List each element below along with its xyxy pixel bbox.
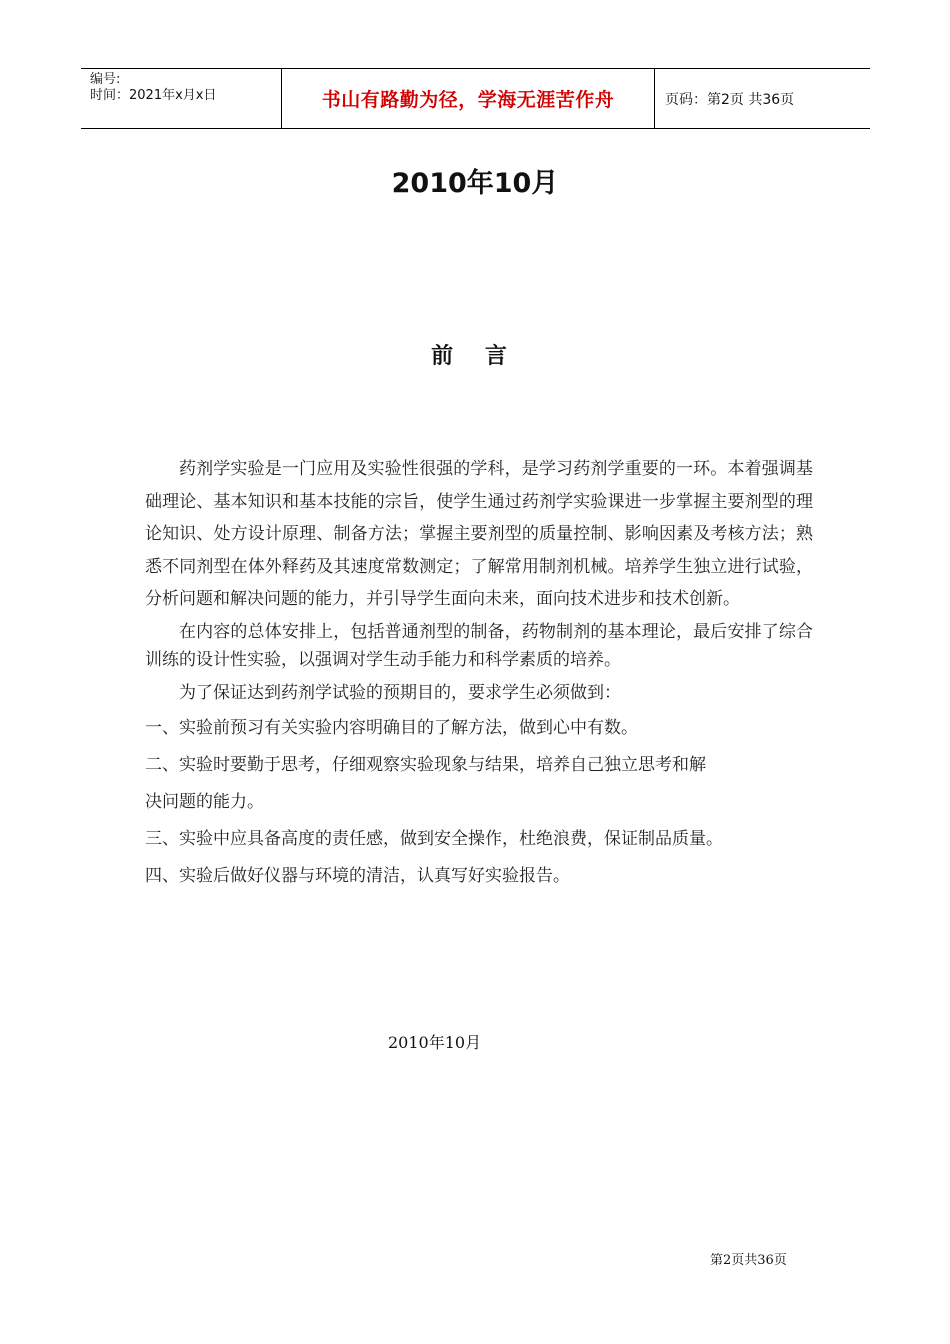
list-item: 二、实验时要勤于思考，仔细观察实验现象与结果，培养自己独立思考和解 <box>145 754 706 775</box>
page-number-footer: 第2页共36页 <box>710 1253 787 1268</box>
header-time-label: 时间：2021年x月x日 <box>90 88 217 103</box>
preface-title: 前 言 <box>431 344 519 369</box>
header-meta-cell <box>81 69 282 128</box>
header-number-label: 编号: <box>90 72 121 87</box>
list-item: 一、实验前预习有关实验内容明确目的了解方法，做到心中有数。 <box>145 717 638 738</box>
preface-paragraph: 药剂学实验是一门应用及实验性很强的学科，是学习药剂学重要的一环。本着强调基础理论、基本知识和基本技能的宗旨，使学生通过药剂学实验课进一步掌握主要剂型的理论知识、处方设计原理、制备方法；掌握主要剂型的质量控制、影响因素及考核方法；熟悉不同剂型在体外释药及其速度常数测定；了解常用制剂机械。培养学生独立进行试验，分析问题和解决问题的能力，并引导学生面向未来，面向技术进步和技术创新。 <box>145 459 813 609</box>
preface-paragraph: 在内容的总体安排上，包括普通剂型的制备，药物制剂的基本理论，最后安排了综合训练的设计性实验，以强调对学生动手能力和科学素质的培养。 <box>145 621 813 670</box>
header-motto-cell <box>282 69 655 128</box>
list-item: 三、实验中应具备高度的责任感，做到安全操作，杜绝浪费，保证制品质量。 <box>145 828 723 849</box>
header-page-label: 页码：第2页 共36页 <box>665 91 795 108</box>
document-header <box>81 68 870 129</box>
list-item: 决问题的能力。 <box>145 791 264 812</box>
list-item: 四、实验后做好仪器与环境的清洁，认真写好实验报告。 <box>145 865 570 886</box>
header-motto: 书山有路勤为径，学海无涯苦作舟 <box>321 89 615 111</box>
title-date: 2010年10月 <box>391 168 559 199</box>
requirements-list <box>108 710 813 895</box>
signature-date: 2010年10月 <box>388 1033 482 1052</box>
header-page-cell <box>655 69 870 128</box>
preface-body <box>145 453 813 895</box>
preface-paragraph: 为了保证达到药剂学试验的预期目的，要求学生必须做到： <box>179 682 621 703</box>
